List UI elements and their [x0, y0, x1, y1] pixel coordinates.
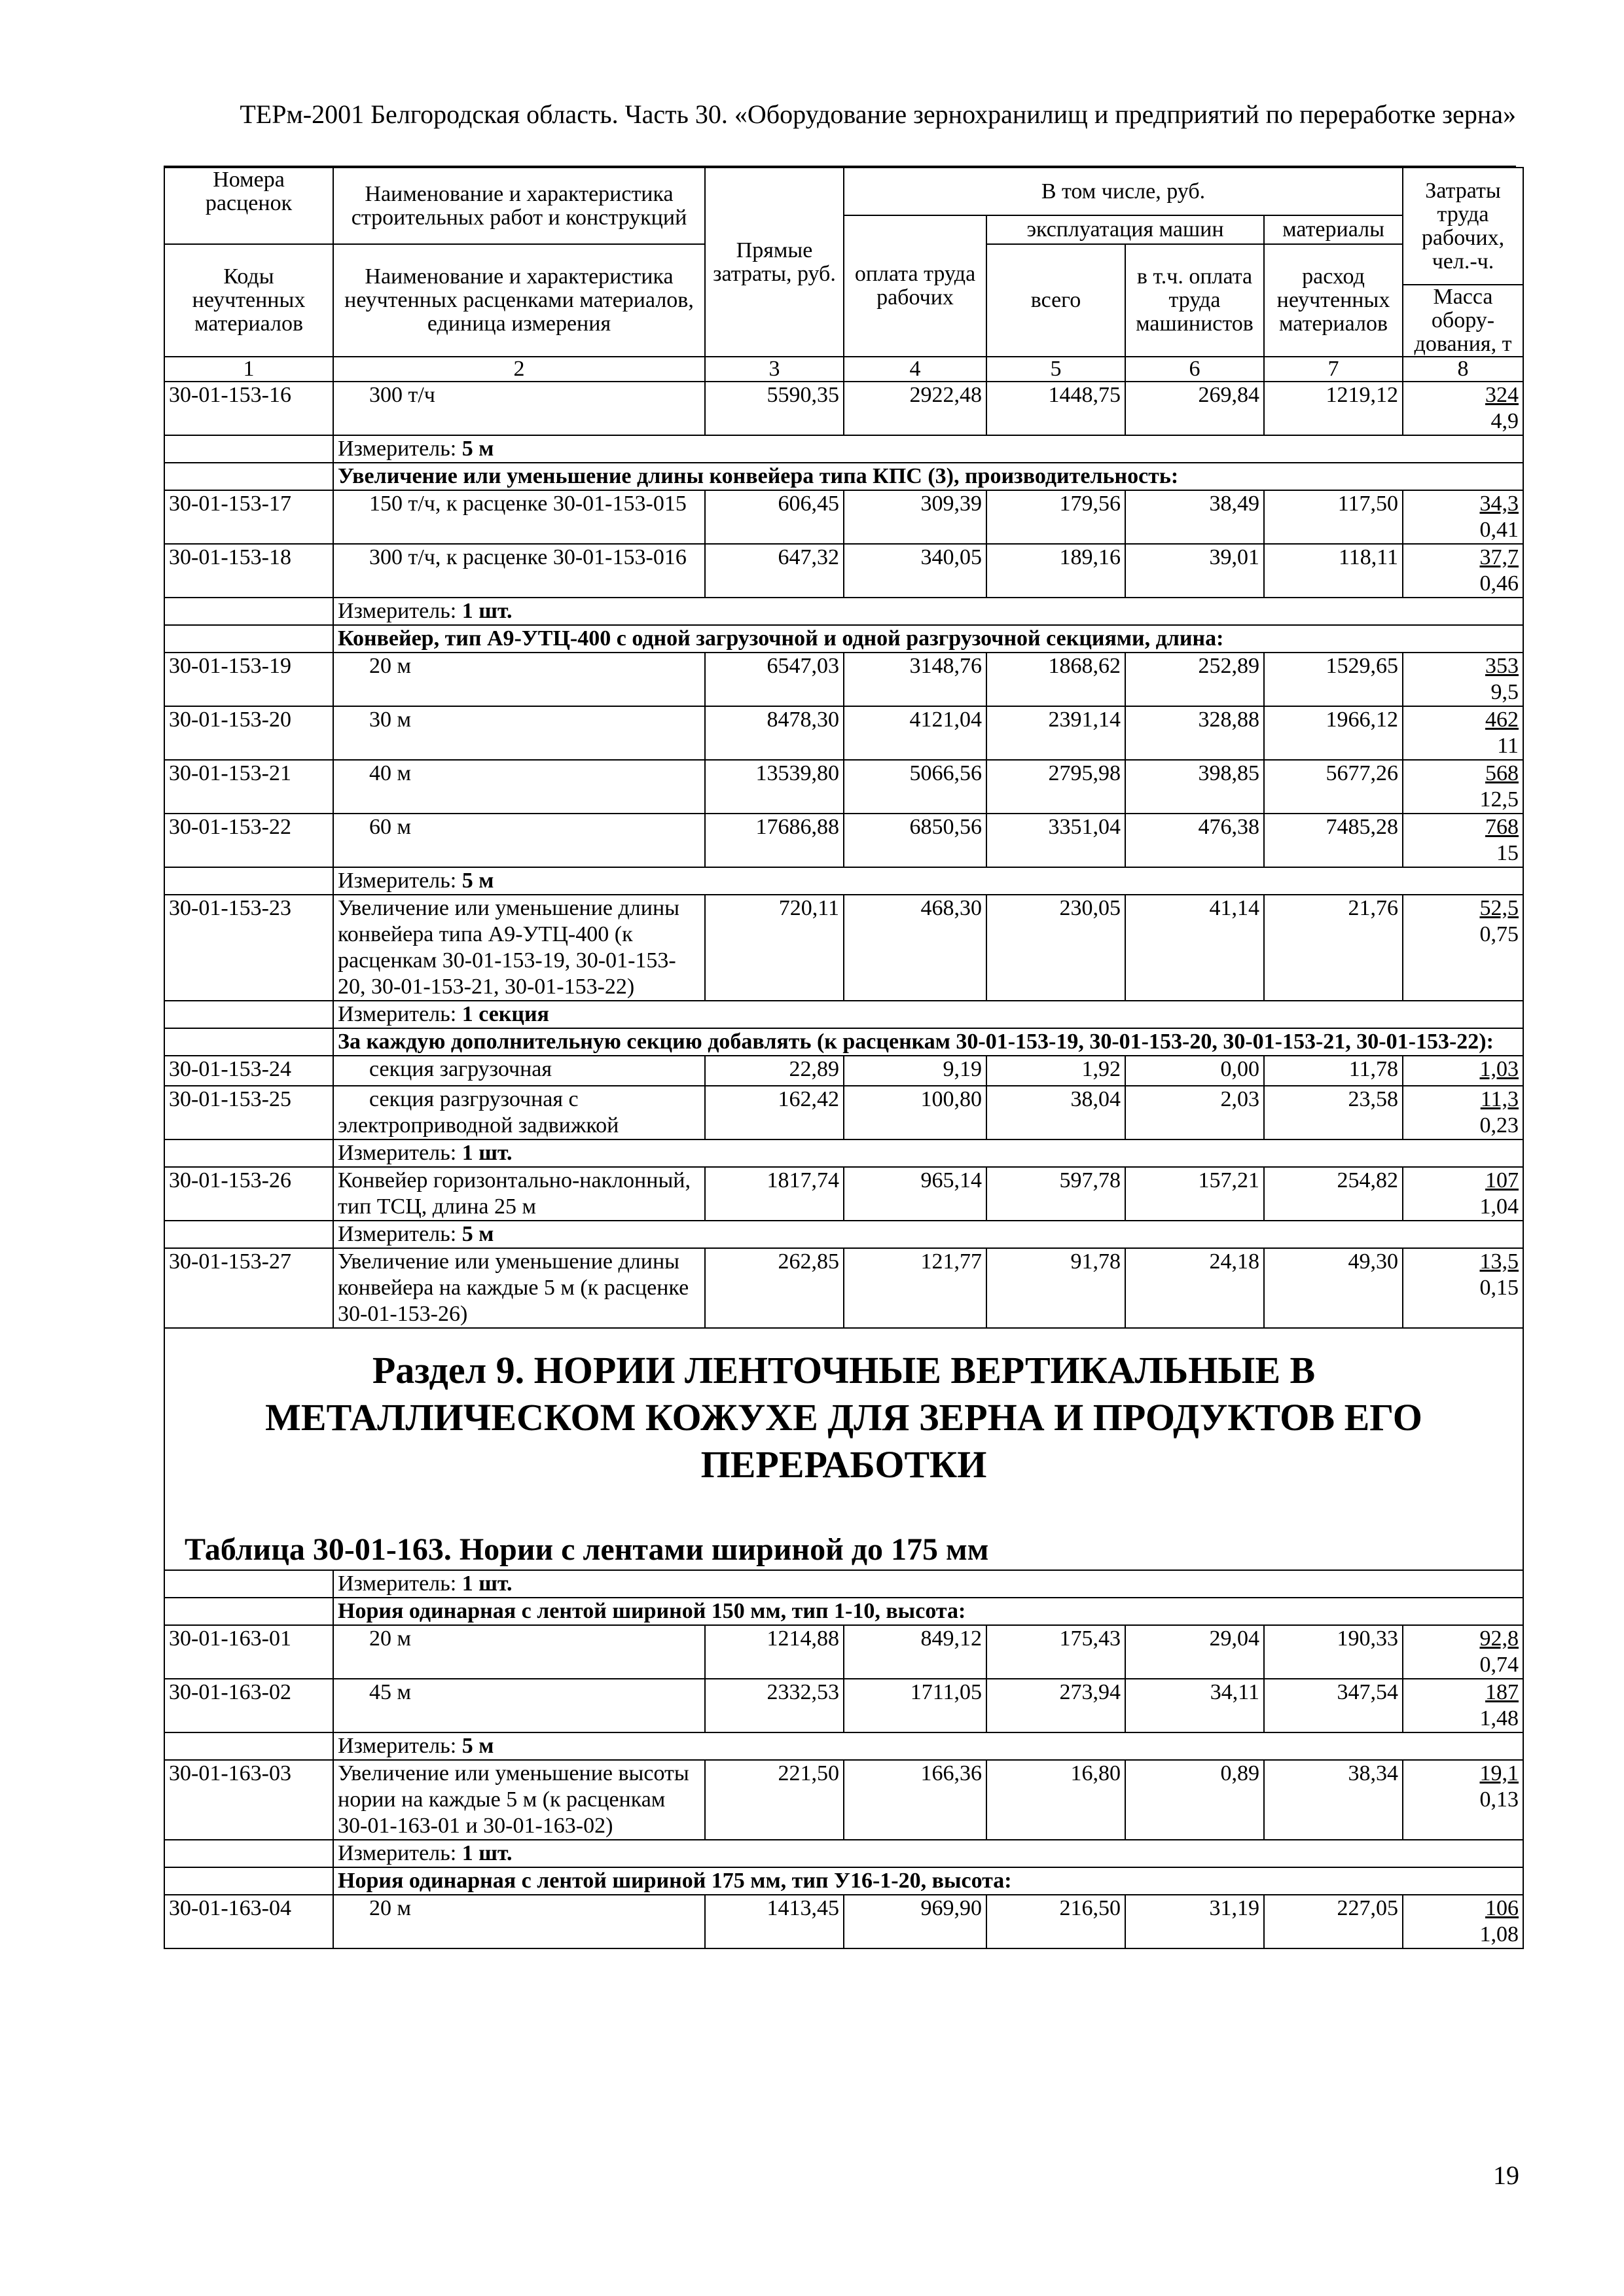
materials: 11,78 [1264, 1056, 1403, 1086]
unit-spacer [164, 1139, 333, 1167]
equipment-mass [1407, 1083, 1519, 1085]
group-row [164, 1598, 1523, 1625]
unit-row [164, 1221, 1523, 1248]
labor-costs: 1,03 [1479, 1057, 1519, 1081]
group-title: За каждую дополнительную секцию добавлять (к расценкам 30-01-153-19, 30-01-153-20, 30-01-153-21, 30-01-153-22): [333, 1028, 1523, 1056]
rate-code: 30-01-153-21 [164, 760, 333, 814]
labor-costs: 462 [1485, 708, 1519, 732]
rate-name: 150 т/ч, к расценке 30-01-153-015 [333, 490, 705, 544]
rate-name: Увеличение или уменьшение длины конвейера на каждые 5 м (к расценке 30-01-153-26) [333, 1248, 705, 1328]
rate-name: 40 м [333, 760, 705, 814]
labor-mass [1403, 1086, 1523, 1139]
header-including: В том числе, руб. [844, 168, 1403, 215]
group-row [164, 625, 1523, 653]
table-body [164, 382, 1523, 1948]
equipment-mass: 0,13 [1479, 1787, 1519, 1812]
worker-wages: 2922,48 [844, 382, 986, 435]
equipment-mass: 1,08 [1479, 1922, 1519, 1946]
unit-label: Измеритель: [338, 1734, 462, 1758]
unit-spacer [164, 867, 333, 895]
rate-name: 300 т/ч, к расценке 30-01-153-016 [333, 544, 705, 598]
unit-value: 1 секция [461, 1002, 549, 1026]
equipment-mass: 12,5 [1479, 787, 1519, 812]
direct-costs: 1817,74 [705, 1167, 844, 1221]
header-direct-costs: Прямые затраты, руб. [705, 168, 844, 357]
section-title: Раздел 9. НОРИИ ЛЕНТОЧНЫЕ ВЕРТИКАЛЬНЫЕ В МЕТАЛЛИЧЕСКОМ КОЖУХЕ ДЛЯ ЗЕРНА И ПРОДУКТОВ ЕГО ПЕРЕРАБОТКИ [265, 1349, 1422, 1486]
group-title: Увеличение или уменьшение длины конвейера типа КПС (3), производительность: [333, 463, 1523, 490]
header-machines: эксплуатация машин [986, 215, 1264, 244]
equipment-mass: 0,74 [1479, 1653, 1519, 1677]
direct-costs: 5590,35 [705, 382, 844, 435]
worker-wages: 969,90 [844, 1895, 986, 1948]
direct-costs: 8478,30 [705, 706, 844, 760]
labor-mass [1403, 1895, 1523, 1948]
labor-costs: 568 [1485, 761, 1519, 785]
rate-row [164, 760, 1523, 814]
group-spacer [164, 1598, 333, 1625]
direct-costs: 606,45 [705, 490, 844, 544]
rate-row [164, 382, 1523, 435]
materials: 21,76 [1264, 895, 1403, 1001]
rate-code: 30-01-153-26 [164, 1167, 333, 1221]
worker-wages: 166,36 [844, 1760, 986, 1840]
rate-name: 300 т/ч [333, 382, 705, 435]
column-number: 7 [1264, 357, 1403, 382]
unit-row [164, 598, 1523, 625]
unit-cell [333, 1139, 1523, 1167]
unit-label: Измеритель: [338, 1002, 462, 1026]
rate-code: 30-01-163-03 [164, 1760, 333, 1840]
labor-costs: 106 [1485, 1896, 1519, 1920]
materials: 1529,65 [1264, 653, 1403, 706]
worker-wages: 1711,05 [844, 1679, 986, 1732]
worker-wages: 849,12 [844, 1625, 986, 1679]
machinist-wages: 38,49 [1125, 490, 1264, 544]
unit-row [164, 435, 1523, 463]
unit-label: Измеритель: [338, 599, 462, 623]
direct-costs: 647,32 [705, 544, 844, 598]
column-number: 8 [1403, 357, 1523, 382]
direct-costs: 22,89 [705, 1056, 844, 1086]
rate-code: 30-01-163-02 [164, 1679, 333, 1732]
equipment-mass: 0,46 [1479, 571, 1519, 596]
labor-mass [1403, 760, 1523, 814]
machines-total: 1448,75 [986, 382, 1125, 435]
rate-name: секция разгрузочная с электроприводной задвижкой [333, 1086, 705, 1139]
unit-spacer [164, 1001, 333, 1028]
rate-row [164, 706, 1523, 760]
machines-total: 91,78 [986, 1248, 1125, 1328]
unit-row [164, 867, 1523, 895]
materials: 7485,28 [1264, 814, 1403, 867]
unit-value: 5 м [461, 437, 494, 461]
unit-cell [333, 1840, 1523, 1867]
header-column-numbers [164, 357, 1523, 382]
rate-name: Увеличение или уменьшение высоты нории на каждые 5 м (к расценкам 30-01-163-01 и 30-01-163-02) [333, 1760, 705, 1840]
unit-spacer [164, 1732, 333, 1760]
group-row [164, 463, 1523, 490]
machines-total: 1868,62 [986, 653, 1125, 706]
header-equipment-mass: Масса обору-дования, т [1403, 285, 1523, 357]
unit-label: Измеритель: [338, 869, 462, 893]
rate-row [164, 1086, 1523, 1139]
direct-costs: 17686,88 [705, 814, 844, 867]
labor-mass [1403, 895, 1523, 1001]
unit-value: 1 шт. [461, 599, 513, 623]
machines-total: 273,94 [986, 1679, 1125, 1732]
materials: 1219,12 [1264, 382, 1403, 435]
machines-total: 1,92 [986, 1056, 1125, 1086]
column-number: 6 [1125, 357, 1264, 382]
group-row [164, 1028, 1523, 1056]
machines-total: 597,78 [986, 1167, 1125, 1221]
rate-name: 60 м [333, 814, 705, 867]
rate-row [164, 544, 1523, 598]
rate-code: 30-01-153-17 [164, 490, 333, 544]
group-row [164, 1867, 1523, 1895]
header-unaccounted-materials: расход неучтенных материалов [1264, 244, 1403, 357]
labor-mass [1403, 706, 1523, 760]
unit-label: Измеритель: [338, 1222, 462, 1246]
rate-code: 30-01-153-22 [164, 814, 333, 867]
page-header: ТЕРм-2001 Белгородская область. Часть 30. «Оборудование зернохранилищ и предприятий по переработке зерна» [240, 99, 1516, 129]
direct-costs: 13539,80 [705, 760, 844, 814]
unit-row [164, 1840, 1523, 1867]
machinist-wages: 41,14 [1125, 895, 1264, 1001]
labor-mass [1403, 544, 1523, 598]
machines-total: 230,05 [986, 895, 1125, 1001]
group-title: Нория одинарная с лентой шириной 150 мм, тип 1-10, высота: [333, 1598, 1523, 1625]
machines-total: 2391,14 [986, 706, 1125, 760]
machinist-wages: 398,85 [1125, 760, 1264, 814]
machinist-wages: 29,04 [1125, 1625, 1264, 1679]
labor-mass [1403, 1760, 1523, 1840]
materials: 347,54 [1264, 1679, 1403, 1732]
section-cell [164, 1328, 1523, 1570]
rate-code: 30-01-153-19 [164, 653, 333, 706]
equipment-mass: 1,48 [1479, 1706, 1519, 1731]
direct-costs: 6547,03 [705, 653, 844, 706]
unit-cell [333, 1732, 1523, 1760]
labor-costs: 324 [1485, 383, 1519, 407]
worker-wages: 121,77 [844, 1248, 986, 1328]
unit-cell [333, 1570, 1523, 1598]
rate-name: Увеличение или уменьшение длины конвейера типа А9-УТЦ-400 (к расценкам 30-01-153-19, 30-01-153-20, 30-01-153-21, 30-01-153-22) [333, 895, 705, 1001]
unit-cell [333, 867, 1523, 895]
unit-spacer [164, 598, 333, 625]
unit-cell [333, 1001, 1523, 1028]
rates-table [164, 167, 1524, 1949]
rate-name: 20 м [333, 1895, 705, 1948]
rate-row [164, 1248, 1523, 1328]
column-number: 2 [333, 357, 705, 382]
worker-wages: 468,30 [844, 895, 986, 1001]
direct-costs: 221,50 [705, 1760, 844, 1840]
machinist-wages: 34,11 [1125, 1679, 1264, 1732]
header-machines-total: всего [986, 244, 1125, 357]
machinist-wages: 252,89 [1125, 653, 1264, 706]
unit-label: Измеритель: [338, 1841, 462, 1865]
machines-total: 3351,04 [986, 814, 1125, 867]
machinist-wages: 0,00 [1125, 1056, 1264, 1086]
labor-mass [1403, 382, 1523, 435]
labor-mass [1403, 653, 1523, 706]
unit-row [164, 1570, 1523, 1598]
worker-wages: 6850,56 [844, 814, 986, 867]
equipment-mass: 0,75 [1479, 922, 1519, 946]
unit-cell [333, 435, 1523, 463]
unit-spacer [164, 1840, 333, 1867]
group-title: Нория одинарная с лентой шириной 175 мм, тип У16-1-20, высота: [333, 1867, 1523, 1895]
unit-label: Измеритель: [338, 437, 462, 461]
materials: 118,11 [1264, 544, 1403, 598]
machines-total: 16,80 [986, 1760, 1125, 1840]
rate-code: 30-01-153-27 [164, 1248, 333, 1328]
rate-row [164, 1625, 1523, 1679]
labor-mass [1403, 814, 1523, 867]
materials: 227,05 [1264, 1895, 1403, 1948]
equipment-mass: 9,5 [1490, 680, 1519, 704]
worker-wages: 4121,04 [844, 706, 986, 760]
equipment-mass: 4,9 [1490, 409, 1519, 433]
rate-code: 30-01-153-20 [164, 706, 333, 760]
rate-row [164, 1056, 1523, 1086]
rate-code: 30-01-153-18 [164, 544, 333, 598]
labor-costs: 107 [1485, 1168, 1519, 1193]
labor-costs: 52,5 [1479, 896, 1519, 920]
rate-row [164, 1679, 1523, 1732]
worker-wages: 5066,56 [844, 760, 986, 814]
rate-row [164, 1895, 1523, 1948]
machinist-wages: 328,88 [1125, 706, 1264, 760]
labor-mass [1403, 1625, 1523, 1679]
rate-name: секция загрузочная [333, 1056, 705, 1086]
equipment-mass: 1,04 [1479, 1194, 1519, 1219]
machinist-wages: 2,03 [1125, 1086, 1264, 1139]
direct-costs: 1214,88 [705, 1625, 844, 1679]
rate-name: 45 м [333, 1679, 705, 1732]
unit-value: 1 шт. [461, 1571, 513, 1596]
worker-wages: 100,80 [844, 1086, 986, 1139]
unit-spacer [164, 435, 333, 463]
group-spacer [164, 1028, 333, 1056]
header-worker-wages: оплата труда рабочих [844, 215, 986, 357]
labor-costs: 92,8 [1479, 1626, 1519, 1651]
machines-total: 175,43 [986, 1625, 1125, 1679]
unit-value: 5 м [461, 869, 494, 893]
direct-costs: 262,85 [705, 1248, 844, 1328]
unit-row [164, 1139, 1523, 1167]
worker-wages: 9,19 [844, 1056, 986, 1086]
rate-row [164, 490, 1523, 544]
rate-name: 20 м [333, 1625, 705, 1679]
equipment-mass: 0,15 [1479, 1276, 1519, 1300]
unit-value: 1 шт. [461, 1841, 513, 1865]
unit-spacer [164, 1570, 333, 1598]
header-labor-costs: Затраты труда рабочих, чел.-ч. [1403, 168, 1523, 285]
machinist-wages: 24,18 [1125, 1248, 1264, 1328]
unit-value: 1 шт. [461, 1141, 513, 1165]
labor-costs: 13,5 [1479, 1249, 1519, 1274]
machines-total: 2795,98 [986, 760, 1125, 814]
labor-costs: 353 [1485, 654, 1519, 678]
rate-code: 30-01-153-16 [164, 382, 333, 435]
labor-mass [1403, 1167, 1523, 1221]
machinist-wages: 31,19 [1125, 1895, 1264, 1948]
unit-value: 5 м [461, 1734, 494, 1758]
unit-spacer [164, 1221, 333, 1248]
table-title: Таблица 30-01-163. Нории с лентами шириной до 175 мм [185, 1532, 989, 1567]
equipment-mass: 0,41 [1479, 518, 1519, 542]
equipment-mass: 15 [1496, 841, 1519, 865]
materials: 117,50 [1264, 490, 1403, 544]
rate-row [164, 1167, 1523, 1221]
group-title: Конвейер, тип А9-УТЦ-400 с одной загрузочной и одной разгрузочной секциями, длина: [333, 625, 1523, 653]
unit-cell [333, 598, 1523, 625]
direct-costs: 2332,53 [705, 1679, 844, 1732]
group-spacer [164, 463, 333, 490]
labor-costs: 187 [1485, 1680, 1519, 1704]
header-material-codes: Коды неучтенных материалов [164, 244, 333, 357]
unit-row [164, 1732, 1523, 1760]
section-row [164, 1328, 1523, 1570]
rate-code: 30-01-153-23 [164, 895, 333, 1001]
unit-row [164, 1001, 1523, 1028]
machinist-wages: 269,84 [1125, 382, 1264, 435]
materials: 5677,26 [1264, 760, 1403, 814]
table-header [164, 168, 1523, 382]
equipment-mass: 0,23 [1479, 1113, 1519, 1138]
labor-costs: 19,1 [1479, 1761, 1519, 1785]
header-material-names: Наименование и характеристика неучтенных расценками материалов, единица измерения [333, 244, 705, 357]
labor-costs: 34,3 [1479, 492, 1519, 516]
materials: 49,30 [1264, 1248, 1403, 1328]
rate-code: 30-01-153-25 [164, 1086, 333, 1139]
rate-row [164, 1760, 1523, 1840]
rate-code: 30-01-153-24 [164, 1056, 333, 1086]
rate-row [164, 653, 1523, 706]
materials: 1966,12 [1264, 706, 1403, 760]
labor-mass [1403, 490, 1523, 544]
labor-costs: 768 [1485, 815, 1519, 839]
rate-row [164, 814, 1523, 867]
machinist-wages: 39,01 [1125, 544, 1264, 598]
rate-name: 20 м [333, 653, 705, 706]
materials: 254,82 [1264, 1167, 1403, 1221]
labor-mass [1403, 1056, 1523, 1086]
machines-total: 38,04 [986, 1086, 1125, 1139]
direct-costs: 1413,45 [705, 1895, 844, 1948]
column-number: 5 [986, 357, 1125, 382]
rate-row [164, 895, 1523, 1001]
machines-total: 216,50 [986, 1895, 1125, 1948]
column-number: 1 [164, 357, 333, 382]
unit-label: Измеритель: [338, 1141, 462, 1165]
worker-wages: 340,05 [844, 544, 986, 598]
header-materials: материалы [1264, 215, 1403, 244]
labor-costs: 37,7 [1479, 545, 1519, 569]
machinist-wages: 0,89 [1125, 1760, 1264, 1840]
materials: 23,58 [1264, 1086, 1403, 1139]
unit-value: 5 м [461, 1222, 494, 1246]
group-spacer [164, 625, 333, 653]
labor-mass [1403, 1248, 1523, 1328]
worker-wages: 3148,76 [844, 653, 986, 706]
group-spacer [164, 1867, 333, 1895]
header-machinist-wages: в т.ч. оплата труда машинистов [1125, 244, 1264, 357]
page-number: 19 [1493, 2161, 1519, 2190]
header-works-name: Наименование и характеристика строительных работ и конструкций [333, 168, 705, 244]
rate-name: 30 м [333, 706, 705, 760]
materials: 190,33 [1264, 1625, 1403, 1679]
worker-wages: 965,14 [844, 1167, 986, 1221]
direct-costs: 720,11 [705, 895, 844, 1001]
labor-mass [1403, 1679, 1523, 1732]
machinist-wages: 476,38 [1125, 814, 1264, 867]
rate-name: Конвейер горизонтально-наклонный, тип ТСЦ, длина 25 м [333, 1167, 705, 1221]
materials: 38,34 [1264, 1760, 1403, 1840]
worker-wages: 309,39 [844, 490, 986, 544]
labor-costs: 11,3 [1480, 1087, 1519, 1111]
column-number: 4 [844, 357, 986, 382]
header-rate-numbers: Номера расценок [164, 168, 333, 215]
machines-total: 179,56 [986, 490, 1125, 544]
unit-cell [333, 1221, 1523, 1248]
equipment-mass: 11 [1497, 734, 1519, 758]
rate-code: 30-01-163-04 [164, 1895, 333, 1948]
direct-costs: 162,42 [705, 1086, 844, 1139]
machines-total: 189,16 [986, 544, 1125, 598]
column-number: 3 [705, 357, 844, 382]
machinist-wages: 157,21 [1125, 1167, 1264, 1221]
rate-code: 30-01-163-01 [164, 1625, 333, 1679]
unit-label: Измеритель: [338, 1571, 462, 1596]
